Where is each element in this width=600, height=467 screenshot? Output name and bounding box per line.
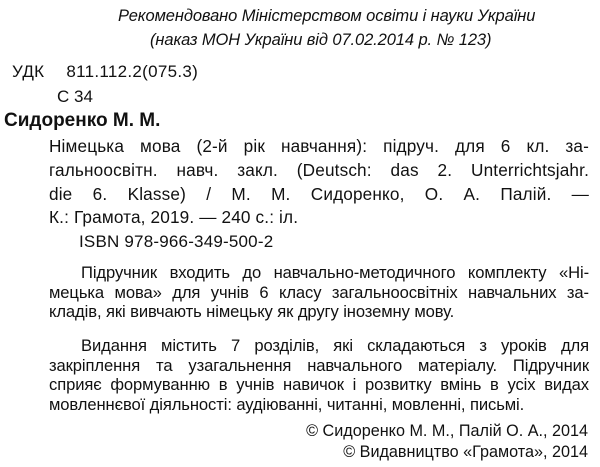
copyright-publisher: © Видавництво «Грамота», 2014	[343, 443, 588, 461]
annotation-line: мецька мова» для учнів 6 класу загальноосвітніх навчальних за-	[49, 282, 589, 302]
annotation-line: кладів, які вивчають німецьку як другу іноземну мову.	[49, 302, 455, 322]
description-line: Німецька мова (2-й рік навчання): підруч. для 6 кл. за-	[49, 136, 589, 156]
udk-code: 811.112.2(075.3)	[66, 62, 199, 81]
copyright-authors: © Сидоренко М. М., Палій О. А., 2014	[306, 422, 588, 440]
udk-line	[12, 62, 198, 82]
description-line: die 6. Klasse) / М. М. Сидоренко, О. А. Палій. —	[49, 183, 589, 204]
udk-label: УДК	[12, 62, 45, 81]
annotation-line: Видання містить 7 розділів, які складаються з уроків для	[81, 336, 589, 355]
description-line: К.: Грамота, 2019. — 240 с.: іл.	[49, 207, 299, 228]
annotation-paragraph-1	[49, 263, 589, 322]
bbk-code: С 34	[57, 87, 93, 106]
annotation-line: мовленнєвої діяльності: аудіюванні, читанні, мовленні, письмі.	[49, 394, 525, 414]
recommendation-line-2: (наказ МОН України від 07.02.2014 р. № 123)	[150, 31, 492, 49]
annotation-line: закріплення та узагальнення навчального матеріалу. Підручник	[49, 355, 589, 375]
isbn: ISBN 978-966-349-500-2	[79, 232, 274, 251]
annotation-paragraph-2	[49, 336, 589, 414]
description-line: гальноосвітн. навч. закл. (Deutsch: das 2. Unterrichtsjahr.	[49, 159, 589, 180]
annotation-line: сприяє формуванню в учнів навичок і розвитку вмінь в усіх видах	[49, 375, 589, 395]
author-name: Сидоренко М. М.	[4, 110, 161, 131]
bibliographic-description	[49, 135, 589, 230]
annotation-line: Підручник входить до навчально-методичного комплекту «Ні-	[81, 263, 589, 282]
recommendation-line-1: Рекомендовано Міністерством освіти і науки України	[118, 7, 536, 25]
